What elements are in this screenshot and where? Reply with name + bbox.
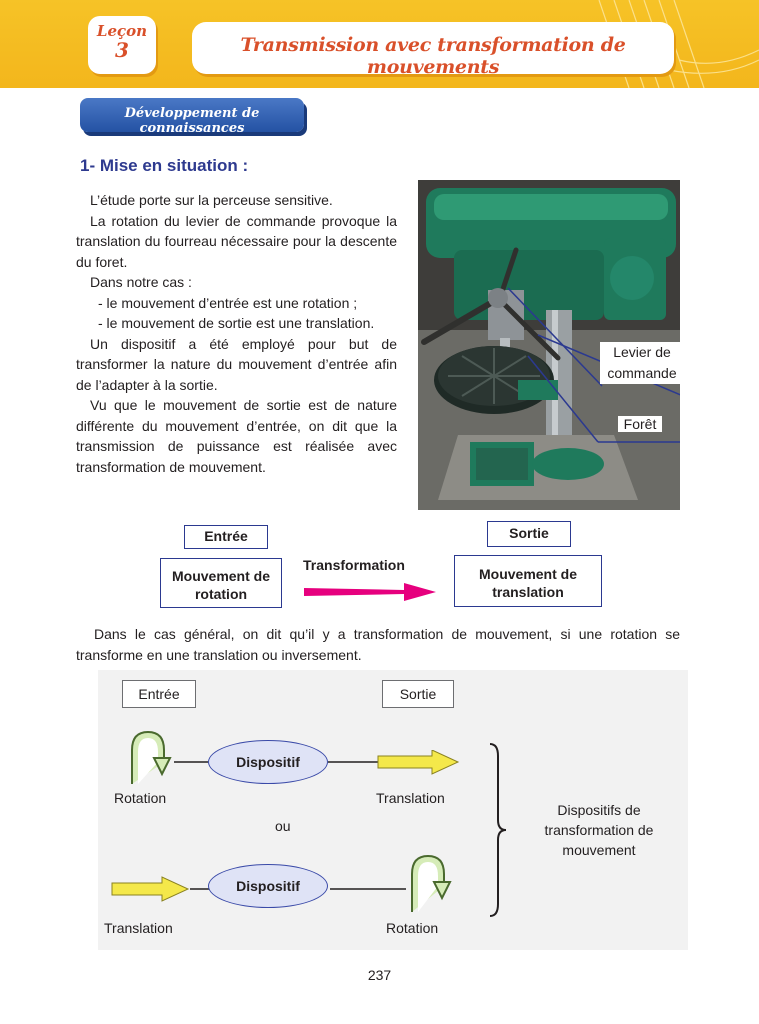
mouvement-sortie-box: Mouvement de translation (454, 555, 602, 607)
dispositifs-label: Dispositifs de transformation de mouvement (544, 802, 654, 858)
section-heading: 1- Mise en situation : (80, 156, 249, 175)
rotation-label: Rotation (386, 920, 439, 936)
figure-sortie-box: Sortie (382, 680, 454, 708)
section-badge-label: Développement de connaissances (124, 106, 260, 136)
rotation-arrow-icon (118, 728, 176, 788)
ou-label: ou (275, 818, 291, 834)
intro-text (76, 190, 397, 477)
callout-foret: Forêt (618, 416, 662, 432)
list-item: - le mouvement d’entrée est une rotation ; (98, 294, 358, 311)
transformation-label: Transformation (303, 557, 405, 573)
connector-line (174, 750, 464, 776)
dispositif-ellipse: Dispositif (208, 740, 328, 784)
page-number: 237 (367, 967, 392, 983)
translation-label: Translation (104, 920, 173, 936)
lecon-badge (88, 16, 156, 74)
dispositif-ellipse: Dispositif (208, 864, 328, 908)
transformation-arrow-icon (300, 580, 440, 604)
paragraph: Dans notre cas : (90, 274, 192, 290)
rotation-arrow-icon (398, 850, 456, 914)
translation-arrow-icon (110, 876, 190, 902)
lecon-number: 3 (115, 38, 129, 62)
paragraph: Vu que le mouvement de sortie est de nature différente du mouvement d’entrée, on dit que la transmission de puissance est réalisée avec transformation de mouvement. (76, 397, 397, 475)
list-item: - le mouvement de sortie est une translation. (98, 315, 375, 331)
sortie-box: Sortie (487, 521, 571, 547)
entree-box: Entrée (184, 525, 268, 549)
lecon-label: Leçon (96, 22, 148, 40)
translation-label: Translation (376, 790, 445, 806)
paragraph: La rotation du levier de commande provoque la translation du fourreau nécessaire pour la descente du foret. (76, 212, 397, 270)
section-badge (80, 98, 304, 136)
title-box (192, 22, 674, 78)
paragraph: L’étude porte sur la perceuse sensitive. (90, 192, 333, 208)
callout-levier: Levier de commande (600, 342, 684, 384)
general-text: Dans le cas général, on dit qu’il y a transformation de mouvement, si une rotation se transforme en une translation ou inversement. (76, 626, 680, 663)
mouvement-entree-box: Mouvement de rotation (160, 558, 282, 608)
page-title: Transmission avec transformation de mouvements (240, 34, 626, 78)
curly-brace (486, 742, 510, 918)
paragraph: Un dispositif a été employé pour but de transformer la nature du mouvement d’entrée afin de l’adapter à la sortie. (76, 335, 397, 393)
figure-entree-box: Entrée (122, 680, 196, 708)
rotation-label: Rotation (114, 790, 167, 806)
